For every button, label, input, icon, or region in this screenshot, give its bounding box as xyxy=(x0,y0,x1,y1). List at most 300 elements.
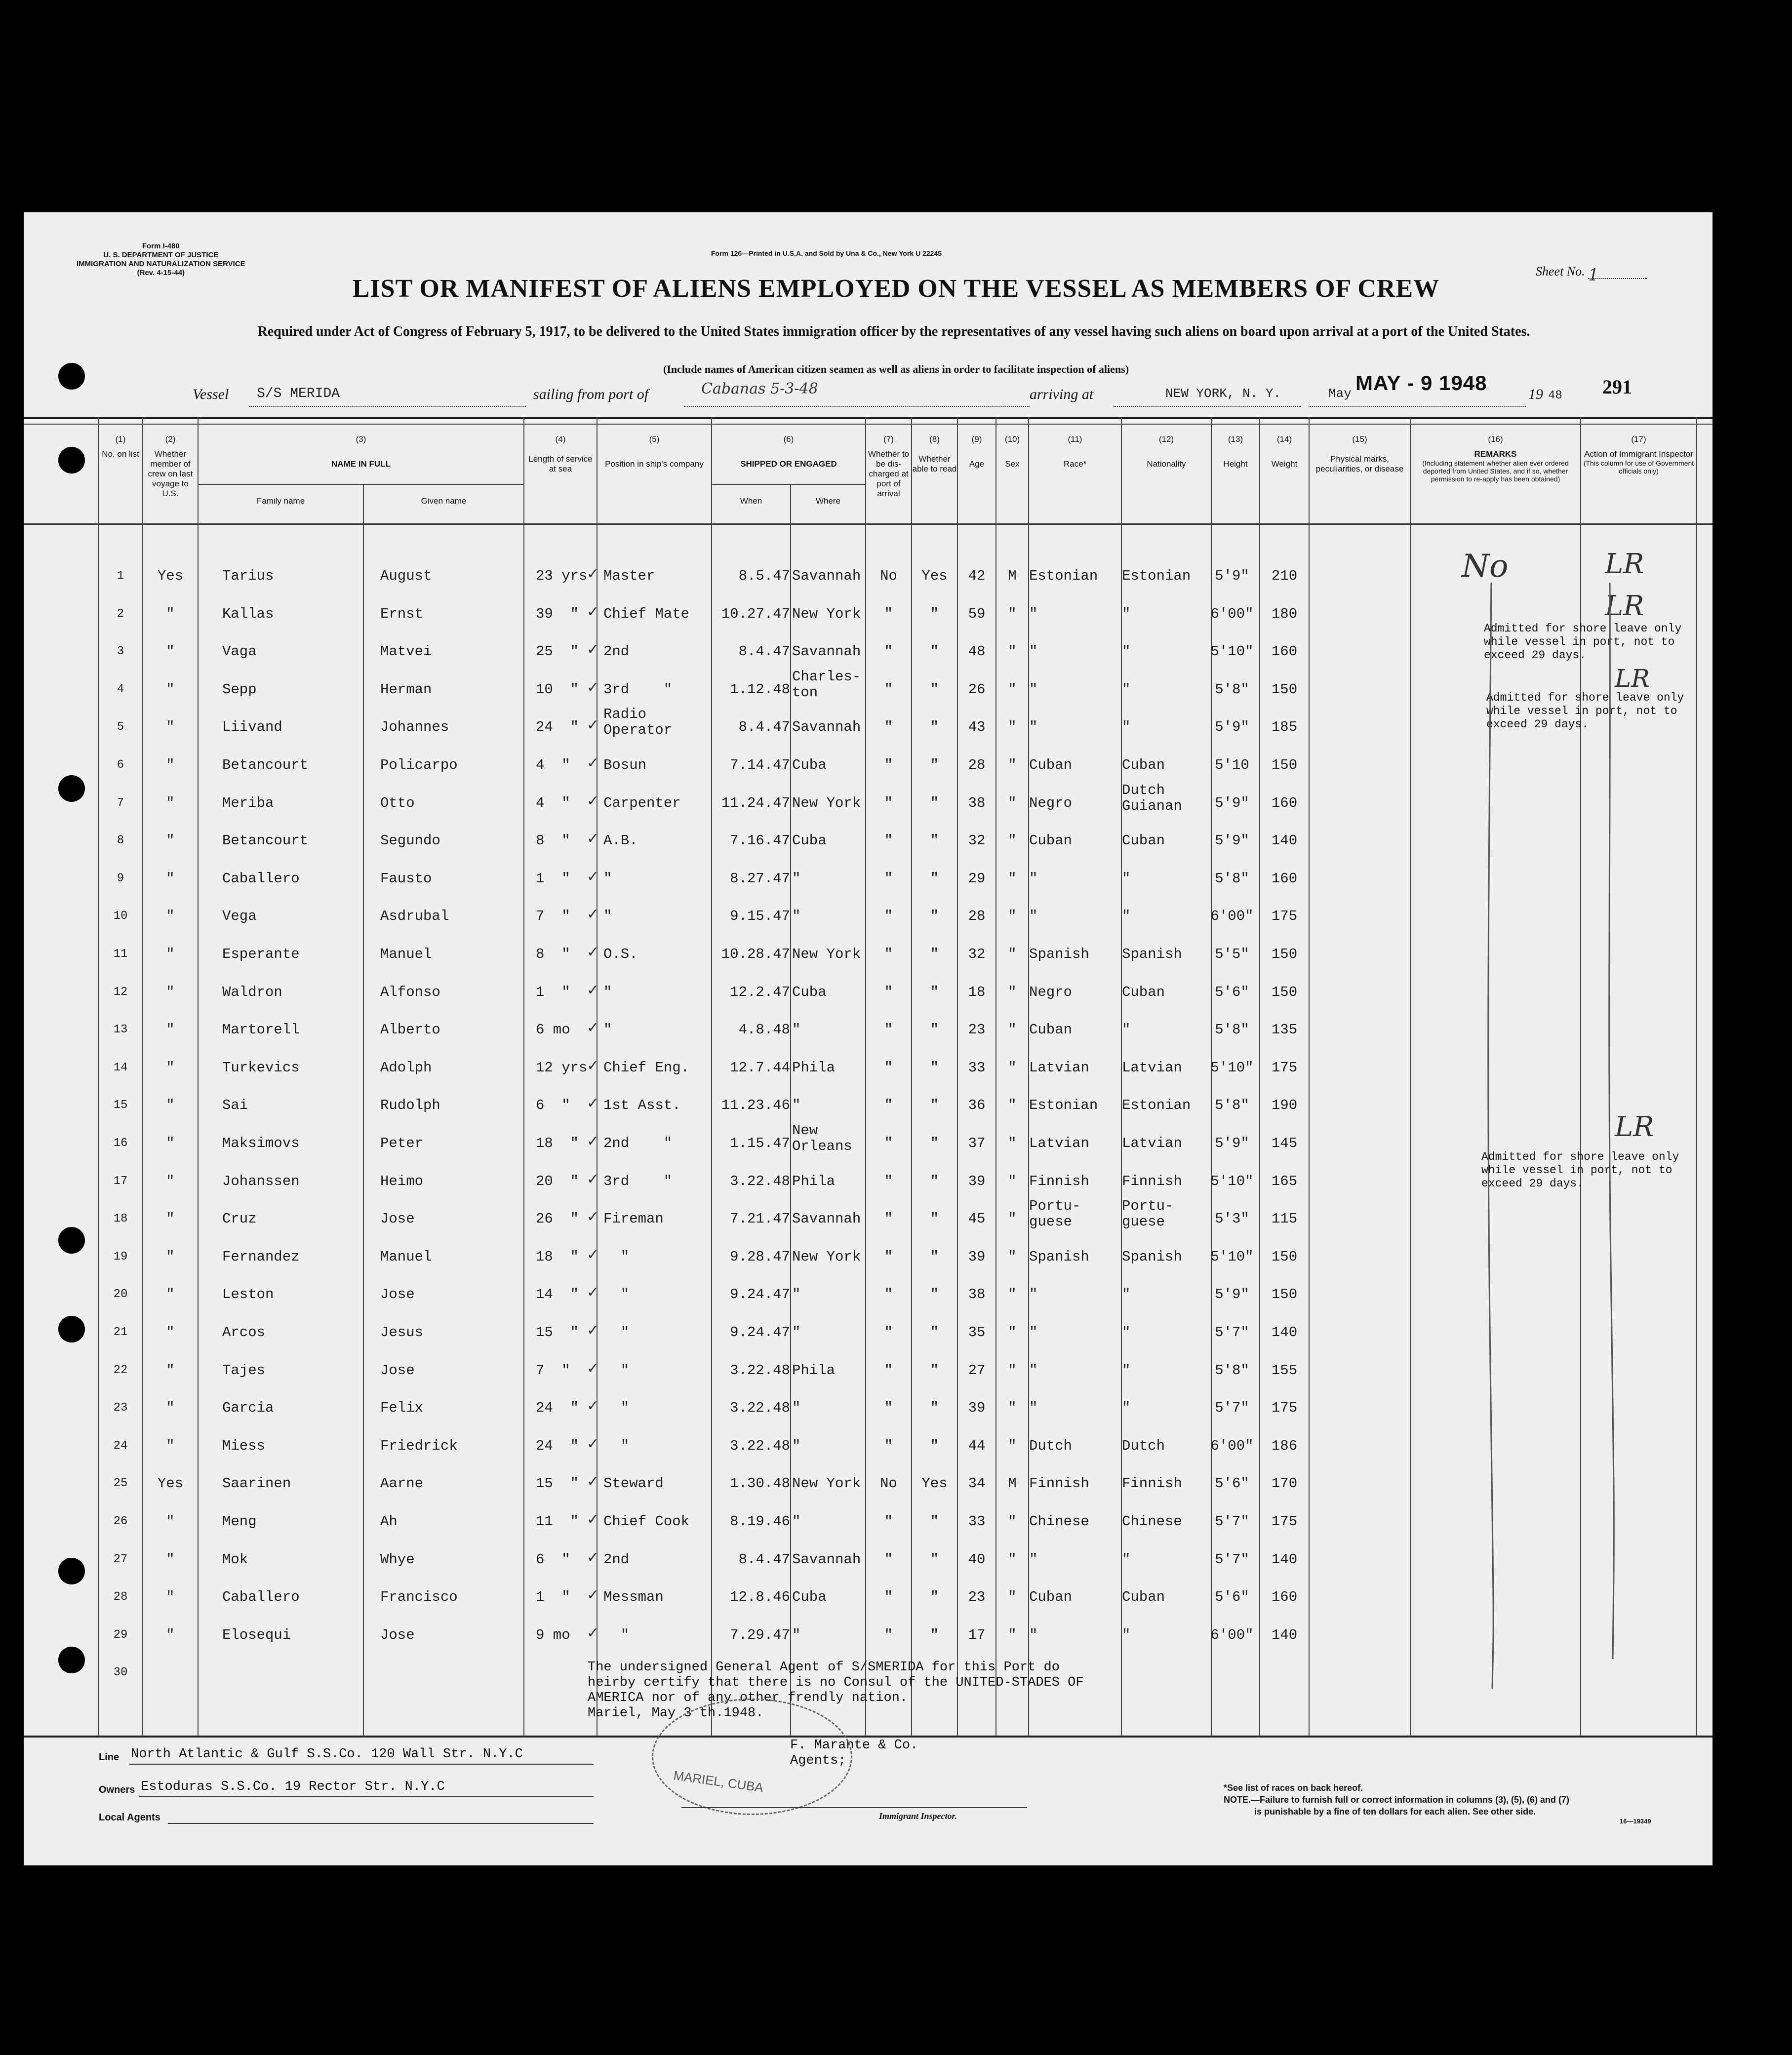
row-number: 23 xyxy=(113,1401,128,1415)
height-cell: 6'00" xyxy=(1210,908,1254,925)
age-cell: 38 xyxy=(968,1286,986,1303)
position-cell: " xyxy=(603,908,612,925)
checkmark-icon: ✓ xyxy=(587,1548,599,1566)
age-cell: 23 xyxy=(968,1022,986,1038)
sex-cell: " xyxy=(1008,1135,1017,1151)
shipped-when-cell: 1.12.48 xyxy=(730,681,790,698)
header-remarks: (16) REMARKS (Including statement whether alien ever ordered deported from United States, and if so, whether permission to re-apply has been obtained) xyxy=(1422,435,1569,483)
shipped-when-cell: 12.8.46 xyxy=(730,1589,790,1606)
sex-cell: " xyxy=(1008,643,1017,660)
previous-voyage-cell: " xyxy=(166,1097,175,1114)
header-inspector-action: (17) Action of Immigrant Inspector (This column for use of Government officials only) xyxy=(1583,435,1694,475)
given-name-cell: Heimo xyxy=(380,1173,424,1189)
age-cell: 35 xyxy=(968,1324,986,1341)
weight-cell: 150 xyxy=(1271,946,1298,962)
service-length-cell: 7 " xyxy=(536,908,570,925)
service-length-cell: 25 " xyxy=(536,643,579,660)
header-bottom-border xyxy=(24,523,1712,525)
able-to-read-cell: " xyxy=(930,1173,939,1189)
shipped-where-cell: New York xyxy=(792,1248,861,1265)
previous-voyage-cell: " xyxy=(166,1400,175,1417)
nationality-cell: Estonian xyxy=(1122,1097,1191,1114)
age-cell: 44 xyxy=(968,1437,986,1454)
inspector-initials: LR xyxy=(1605,590,1644,622)
discharged-cell: " xyxy=(884,1286,893,1303)
sex-cell: " xyxy=(1008,1513,1017,1530)
shipped-when-cell: 3.22.48 xyxy=(730,1362,790,1379)
weight-cell: 175 xyxy=(1271,908,1298,925)
previous-voyage-cell: " xyxy=(166,1286,175,1303)
position-cell: Master xyxy=(603,568,655,584)
shipped-where-cell: Phila xyxy=(792,1173,836,1189)
family-name-cell: Mok xyxy=(222,1551,248,1568)
checkmark-icon: ✓ xyxy=(587,1359,599,1377)
shipped-when-cell: 10.27.47 xyxy=(721,605,790,622)
row-number: 13 xyxy=(113,1023,128,1037)
height-cell: 6'00" xyxy=(1210,605,1254,622)
given-name-cell: Herman xyxy=(380,681,432,698)
sex-cell: " xyxy=(1008,1248,1017,1265)
height-cell: 5'9" xyxy=(1215,1135,1249,1151)
column-divider xyxy=(523,417,524,1736)
discharged-cell: " xyxy=(884,984,893,1000)
previous-voyage-cell: " xyxy=(166,794,175,811)
column-divider xyxy=(1410,417,1411,1736)
able-to-read-cell: " xyxy=(930,1400,939,1417)
family-name-cell: Vaga xyxy=(222,643,257,660)
previous-voyage-cell: " xyxy=(166,1211,175,1227)
race-cell: " xyxy=(1029,643,1038,660)
column-divider xyxy=(198,417,199,1736)
age-cell: 39 xyxy=(968,1248,986,1265)
race-cell: Finnish xyxy=(1029,1173,1089,1189)
row-number: 25 xyxy=(113,1477,128,1491)
column-divider xyxy=(363,484,364,1736)
race-cell: " xyxy=(1029,1324,1038,1341)
binder-hole xyxy=(58,775,85,802)
checkmark-icon: ✓ xyxy=(587,830,599,848)
shipped-when-cell: 7.16.47 xyxy=(730,832,790,849)
shipped-where-cell: New York xyxy=(792,605,861,622)
height-cell: 5'10" xyxy=(1210,1248,1254,1265)
nationality-cell: " xyxy=(1122,870,1131,887)
able-to-read-cell: " xyxy=(930,681,939,698)
weight-cell: 160 xyxy=(1271,870,1298,887)
service-length-cell: 23 yrs xyxy=(536,568,588,584)
shipped-where-cell: " xyxy=(792,1286,801,1303)
year-prefix: 19 xyxy=(1528,386,1543,402)
weight-cell: 150 xyxy=(1271,681,1298,698)
row-number: 6 xyxy=(117,758,124,772)
row-number: 5 xyxy=(117,720,124,734)
age-cell: 32 xyxy=(968,946,986,962)
position-cell: 1st Asst. xyxy=(603,1097,681,1114)
nationality-cell: " xyxy=(1122,1626,1131,1643)
race-cell: Latvian xyxy=(1029,1135,1089,1151)
nationality-cell: Spanish xyxy=(1122,1248,1182,1265)
given-name-cell: Policarpo xyxy=(380,757,458,773)
given-name-cell: Manuel xyxy=(380,1248,432,1265)
race-cell: " xyxy=(1029,908,1038,925)
height-cell: 6'00" xyxy=(1210,1626,1254,1643)
weight-cell: 180 xyxy=(1271,605,1298,622)
binder-hole xyxy=(58,1316,85,1343)
position-cell: " xyxy=(603,1022,612,1038)
line-value: North Atlantic & Gulf S.S.Co. 120 Wall Str. N.Y.C xyxy=(131,1747,523,1762)
position-cell: 2nd xyxy=(603,1551,630,1568)
checkmark-icon: ✓ xyxy=(587,1397,599,1415)
races-note: *See list of races on back hereof. xyxy=(1224,1783,1363,1793)
arriving-label: arriving at xyxy=(1030,386,1094,402)
remark-shore-leave: Admitted for shore leave only while vessel in port, not to exceed 29 days. xyxy=(1486,691,1684,731)
shipped-where-cell: " xyxy=(792,1626,801,1643)
height-cell: 5'10" xyxy=(1210,1059,1254,1076)
age-cell: 34 xyxy=(968,1475,986,1492)
age-cell: 37 xyxy=(968,1135,986,1151)
height-cell: 5'8" xyxy=(1215,1362,1249,1379)
shipped-when-cell: 4.8.48 xyxy=(738,1022,790,1038)
position-cell: " xyxy=(603,1248,630,1265)
able-to-read-cell: " xyxy=(930,719,939,736)
race-cell: Dutch xyxy=(1029,1437,1073,1454)
form-number: Form I-480 xyxy=(142,242,180,250)
previous-voyage-cell: " xyxy=(166,1135,175,1151)
previous-voyage-cell: " xyxy=(166,946,175,962)
given-name-cell: Jose xyxy=(380,1362,415,1379)
row-number: 19 xyxy=(113,1250,128,1264)
weight-cell: 175 xyxy=(1271,1513,1298,1530)
family-name-cell: Sepp xyxy=(222,681,257,698)
sheet-label: Sheet No. xyxy=(1536,264,1585,278)
sailing-label: sailing from port of xyxy=(533,386,649,402)
checkmark-icon: ✓ xyxy=(587,1019,599,1037)
race-cell: " xyxy=(1029,870,1038,887)
age-cell: 26 xyxy=(968,681,986,698)
discharged-cell: " xyxy=(884,1589,893,1606)
height-cell: 5'6" xyxy=(1215,984,1249,1000)
race-cell: " xyxy=(1029,1362,1038,1379)
sex-cell: " xyxy=(1008,719,1017,736)
nationality-cell: Cuban xyxy=(1122,757,1165,773)
able-to-read-cell: " xyxy=(930,1551,939,1568)
given-name-cell: Friedrick xyxy=(380,1437,458,1454)
checkmark-icon: ✓ xyxy=(587,1435,599,1453)
given-name-cell: Asdrubal xyxy=(380,908,449,925)
position-cell: Steward xyxy=(603,1475,664,1492)
age-cell: 45 xyxy=(968,1211,986,1227)
able-to-read-cell: " xyxy=(930,1626,939,1643)
shipped-when-cell: 1.15.47 xyxy=(730,1135,790,1151)
remark-shore-leave: Admitted for shore leave only while vessel in port, not to exceed 29 days. xyxy=(1484,622,1682,662)
date-stamp: MAY - 9 1948 xyxy=(1355,371,1487,395)
discharged-cell: " xyxy=(884,1097,893,1114)
nationality-cell: Finnish xyxy=(1122,1475,1182,1492)
sex-cell: " xyxy=(1008,1059,1017,1076)
sex-cell: M xyxy=(1008,1475,1017,1492)
name-subheader-line xyxy=(198,484,523,485)
position-cell: " xyxy=(603,1286,630,1303)
given-name-cell: Jose xyxy=(380,1286,415,1303)
checkmark-icon: ✓ xyxy=(587,1473,599,1491)
able-to-read-cell: " xyxy=(930,1286,939,1303)
able-to-read-cell: " xyxy=(930,908,939,925)
position-cell: " xyxy=(603,984,612,1000)
row-number: 26 xyxy=(113,1515,128,1528)
discharged-cell: " xyxy=(884,1362,893,1379)
family-name-cell: Kallas xyxy=(222,605,274,622)
race-cell: Negro xyxy=(1029,984,1073,1000)
service-length-cell: 6 mo xyxy=(536,1022,570,1038)
height-cell: 5'6" xyxy=(1215,1589,1249,1606)
height-cell: 5'6" xyxy=(1215,1475,1249,1492)
checkmark-icon: ✓ xyxy=(587,1624,599,1642)
page-number: 291 xyxy=(1602,376,1632,398)
previous-voyage-cell: " xyxy=(166,870,175,887)
revision-date: (Rev. 4-15-44) xyxy=(137,269,185,277)
nationality-cell: Latvian xyxy=(1122,1059,1182,1076)
shipped-when-cell: 8.4.47 xyxy=(738,1551,790,1568)
weight-cell: 145 xyxy=(1271,1135,1298,1151)
age-cell: 42 xyxy=(968,568,986,584)
previous-voyage-cell: " xyxy=(166,984,175,1000)
previous-voyage-cell: " xyxy=(166,1513,175,1530)
family-name-cell: Elosequi xyxy=(222,1626,291,1643)
age-cell: 29 xyxy=(968,870,986,887)
race-cell: Estonian xyxy=(1029,1097,1098,1114)
family-name-cell: Garcia xyxy=(222,1400,274,1417)
requirement-text: Required under Act of Congress of February 5, 1917, to be delivered to the United States immigration officer by the representatives of any vessel having such aliens on board upon arrival at a port of the United States. xyxy=(257,324,1530,339)
shipped-where-cell: " xyxy=(792,870,801,887)
age-cell: 23 xyxy=(968,1589,986,1606)
binder-hole xyxy=(58,1558,85,1584)
height-cell: 5'7" xyxy=(1215,1324,1249,1341)
race-cell: " xyxy=(1029,1400,1038,1417)
discharged-cell: " xyxy=(884,908,893,925)
shipped-when-cell: 9.15.47 xyxy=(730,908,790,925)
race-cell: " xyxy=(1029,719,1038,736)
sheet-value-text: 1 xyxy=(1588,265,1599,285)
penalty-note: NOTE.—Failure to furnish full or correct information in columns (3), (5), (6) and (7) xyxy=(1224,1795,1570,1805)
row-number: 28 xyxy=(113,1590,128,1604)
given-name-cell: August xyxy=(380,568,432,584)
service-length-cell: 15 " xyxy=(536,1475,579,1492)
able-to-read-cell: " xyxy=(930,984,939,1000)
row-number: 10 xyxy=(113,909,128,923)
discharged-cell: " xyxy=(884,1173,893,1189)
family-name-cell: Fernandez xyxy=(222,1248,300,1265)
shipped-when-cell: 12.2.47 xyxy=(730,984,790,1000)
discharged-cell: " xyxy=(884,1135,893,1151)
table-bottom-border xyxy=(24,1736,1712,1738)
header-nationality: (12) Nationality xyxy=(1147,435,1186,469)
able-to-read-cell: " xyxy=(930,1589,939,1606)
form-code: 16—19349 xyxy=(1620,1818,1651,1825)
age-cell: 48 xyxy=(968,643,986,660)
penalty-note-cont: is punishable by a fine of ten dollars for each alien. See other side. xyxy=(1254,1807,1536,1817)
previous-voyage-cell: " xyxy=(166,1551,175,1568)
height-cell: 5'10" xyxy=(1210,643,1254,660)
able-to-read-cell: " xyxy=(930,832,939,849)
row-number: 18 xyxy=(113,1212,128,1226)
given-name-cell: Rudolph xyxy=(380,1097,440,1114)
given-name-cell: Matvei xyxy=(380,643,432,660)
age-cell: 43 xyxy=(968,719,986,736)
age-cell: 32 xyxy=(968,832,986,849)
row-number: 7 xyxy=(117,796,124,810)
row-number: 14 xyxy=(113,1061,128,1074)
binder-hole xyxy=(58,1227,85,1254)
family-name-cell: Betancourt xyxy=(222,832,309,849)
row-number: 21 xyxy=(113,1326,128,1339)
shipped-when-cell: 11.23.46 xyxy=(721,1097,790,1114)
position-cell: Bosun xyxy=(603,757,647,773)
nationality-cell: " xyxy=(1122,908,1131,925)
able-to-read-cell: Yes xyxy=(921,1475,948,1492)
discharged-cell: " xyxy=(884,946,893,962)
arrival-month: May xyxy=(1328,386,1352,401)
service-length-cell: 12 yrs xyxy=(536,1059,588,1076)
service-length-cell: 10 " xyxy=(536,681,579,698)
sex-cell: " xyxy=(1008,870,1017,887)
position-cell: 3rd " xyxy=(603,1173,673,1189)
sailing-value: Cabanas 5-3-48 xyxy=(701,380,818,397)
checkmark-icon: ✓ xyxy=(587,792,599,810)
row-number: 11 xyxy=(113,948,128,961)
age-cell: 40 xyxy=(968,1551,986,1568)
checkmark-icon: ✓ xyxy=(587,868,599,885)
nationality-cell: Dutch xyxy=(1122,1437,1165,1454)
checkmark-icon: ✓ xyxy=(587,1057,599,1074)
nationality-cell: " xyxy=(1122,1400,1131,1417)
given-name-cell: Segundo xyxy=(380,832,440,849)
checkmark-icon: ✓ xyxy=(587,981,599,999)
row-number: 30 xyxy=(113,1666,128,1680)
shipped-where-cell: Phila xyxy=(792,1362,836,1379)
shipped-when-cell: 8.4.47 xyxy=(738,643,790,660)
owners-underline xyxy=(139,1796,594,1797)
shipped-where-cell: " xyxy=(792,1097,801,1114)
nationality-cell: Finnish xyxy=(1122,1173,1182,1189)
position-cell: 3rd " xyxy=(603,681,673,698)
row-number: 4 xyxy=(117,682,124,696)
checkmark-icon: ✓ xyxy=(587,1586,599,1604)
discharged-cell: " xyxy=(884,605,893,622)
height-cell: 5'9" xyxy=(1215,1286,1249,1303)
header-able-to-read: (8) Whether able to read xyxy=(912,435,957,474)
family-name-cell: Sai xyxy=(222,1097,248,1114)
race-cell: Finnish xyxy=(1029,1475,1089,1492)
nationality-cell: " xyxy=(1122,1551,1131,1568)
shipped-where-cell: Savannah xyxy=(792,719,861,736)
header-given-name: Given name xyxy=(421,496,467,506)
race-cell: Cuban xyxy=(1029,1022,1073,1038)
given-name-cell: Alfonso xyxy=(380,984,440,1000)
shipped-where-cell: Savannah xyxy=(792,1211,861,1227)
shipped-when-cell: 7.29.47 xyxy=(730,1626,790,1643)
able-to-read-cell: " xyxy=(930,643,939,660)
header-discharged: (7) Whether to be dis-charged at port of arrival xyxy=(868,435,910,498)
family-name-cell: Martorell xyxy=(222,1022,300,1038)
row-number: 8 xyxy=(117,834,124,848)
age-cell: 39 xyxy=(968,1400,986,1417)
header-when: When xyxy=(740,496,762,506)
header-physical-marks: (15) Physical marks, peculiarities, or disease xyxy=(1315,435,1404,474)
binder-hole xyxy=(58,447,85,474)
shipped-where-cell: " xyxy=(792,1400,801,1417)
column-divider xyxy=(790,484,791,1736)
line-label: Line xyxy=(99,1752,119,1763)
row-number: 2 xyxy=(117,607,124,621)
race-cell: " xyxy=(1029,1286,1038,1303)
weight-cell: 140 xyxy=(1271,832,1298,849)
inspector-initials: LR xyxy=(1615,664,1650,693)
inspector-initials: LR xyxy=(1605,548,1644,580)
weight-cell: 186 xyxy=(1271,1437,1298,1454)
position-cell: " xyxy=(603,1324,630,1341)
age-cell: 28 xyxy=(968,757,986,773)
vessel-value: S/S MERIDA xyxy=(257,386,340,401)
previous-voyage-cell: " xyxy=(166,1362,175,1379)
given-name-cell: Felix xyxy=(380,1400,424,1417)
column-divider xyxy=(1696,417,1697,1736)
checkmark-icon: ✓ xyxy=(587,906,599,923)
nationality-cell: " xyxy=(1122,1362,1131,1379)
service-length-cell: 26 " xyxy=(536,1211,579,1227)
family-name-cell: Johanssen xyxy=(222,1173,300,1189)
checkmark-icon: ✓ xyxy=(587,603,599,621)
shipped-when-cell: 3.22.48 xyxy=(730,1400,790,1417)
race-cell: " xyxy=(1029,605,1038,622)
height-cell: 5'8" xyxy=(1215,870,1249,887)
able-to-read-cell: " xyxy=(930,1513,939,1530)
sex-cell: " xyxy=(1008,1626,1017,1643)
page-title: LIST OR MANIFEST OF ALIENS EMPLOYED ON THE VESSEL AS MEMBERS OF CREW xyxy=(352,275,1440,303)
discharged-cell: " xyxy=(884,1211,893,1227)
shipped-when-cell: 7.14.47 xyxy=(730,757,790,773)
nationality-cell: " xyxy=(1122,1286,1131,1303)
nationality-cell: " xyxy=(1122,643,1131,660)
position-cell: 2nd xyxy=(603,643,630,660)
inspector-initials: LR xyxy=(1615,1111,1654,1143)
sex-cell: " xyxy=(1008,984,1017,1000)
nationality-cell: " xyxy=(1122,1324,1131,1341)
family-name-cell: Tajes xyxy=(222,1362,266,1379)
row-number: 29 xyxy=(113,1628,128,1642)
service-length-cell: 4 " xyxy=(536,794,570,811)
given-name-cell: Jose xyxy=(380,1211,415,1227)
sex-cell: " xyxy=(1008,794,1017,811)
race-cell: " xyxy=(1029,1626,1038,1643)
weight-cell: 150 xyxy=(1271,1248,1298,1265)
position-cell: Chief Cook xyxy=(603,1513,690,1530)
shipped-when-cell: 8.27.47 xyxy=(730,870,790,887)
sex-cell: " xyxy=(1008,1097,1017,1114)
checkmark-icon: ✓ xyxy=(587,1322,599,1339)
able-to-read-cell: " xyxy=(930,1059,939,1076)
able-to-read-cell: " xyxy=(930,870,939,887)
nationality-cell: Latvian xyxy=(1122,1135,1182,1151)
shipped-where-cell: Savannah xyxy=(792,643,861,660)
nationality-cell: Cuban xyxy=(1122,1589,1165,1606)
age-cell: 18 xyxy=(968,984,986,1000)
discharged-cell: " xyxy=(884,719,893,736)
shipped-where-cell: " xyxy=(792,1022,801,1038)
row-number: 1 xyxy=(117,569,124,583)
agent-certification: The undersigned General Agent of S/SMERIDA for this Port do heirby certify that there is no Consul of the UNITED-STADES OF AMERICA nor of any other frendly nation. Mariel, May 3 th.1948. xyxy=(588,1660,1084,1721)
discharged-cell: " xyxy=(884,1626,893,1643)
age-cell: 39 xyxy=(968,1173,986,1189)
shipped-where-cell: Cuba xyxy=(792,832,827,849)
